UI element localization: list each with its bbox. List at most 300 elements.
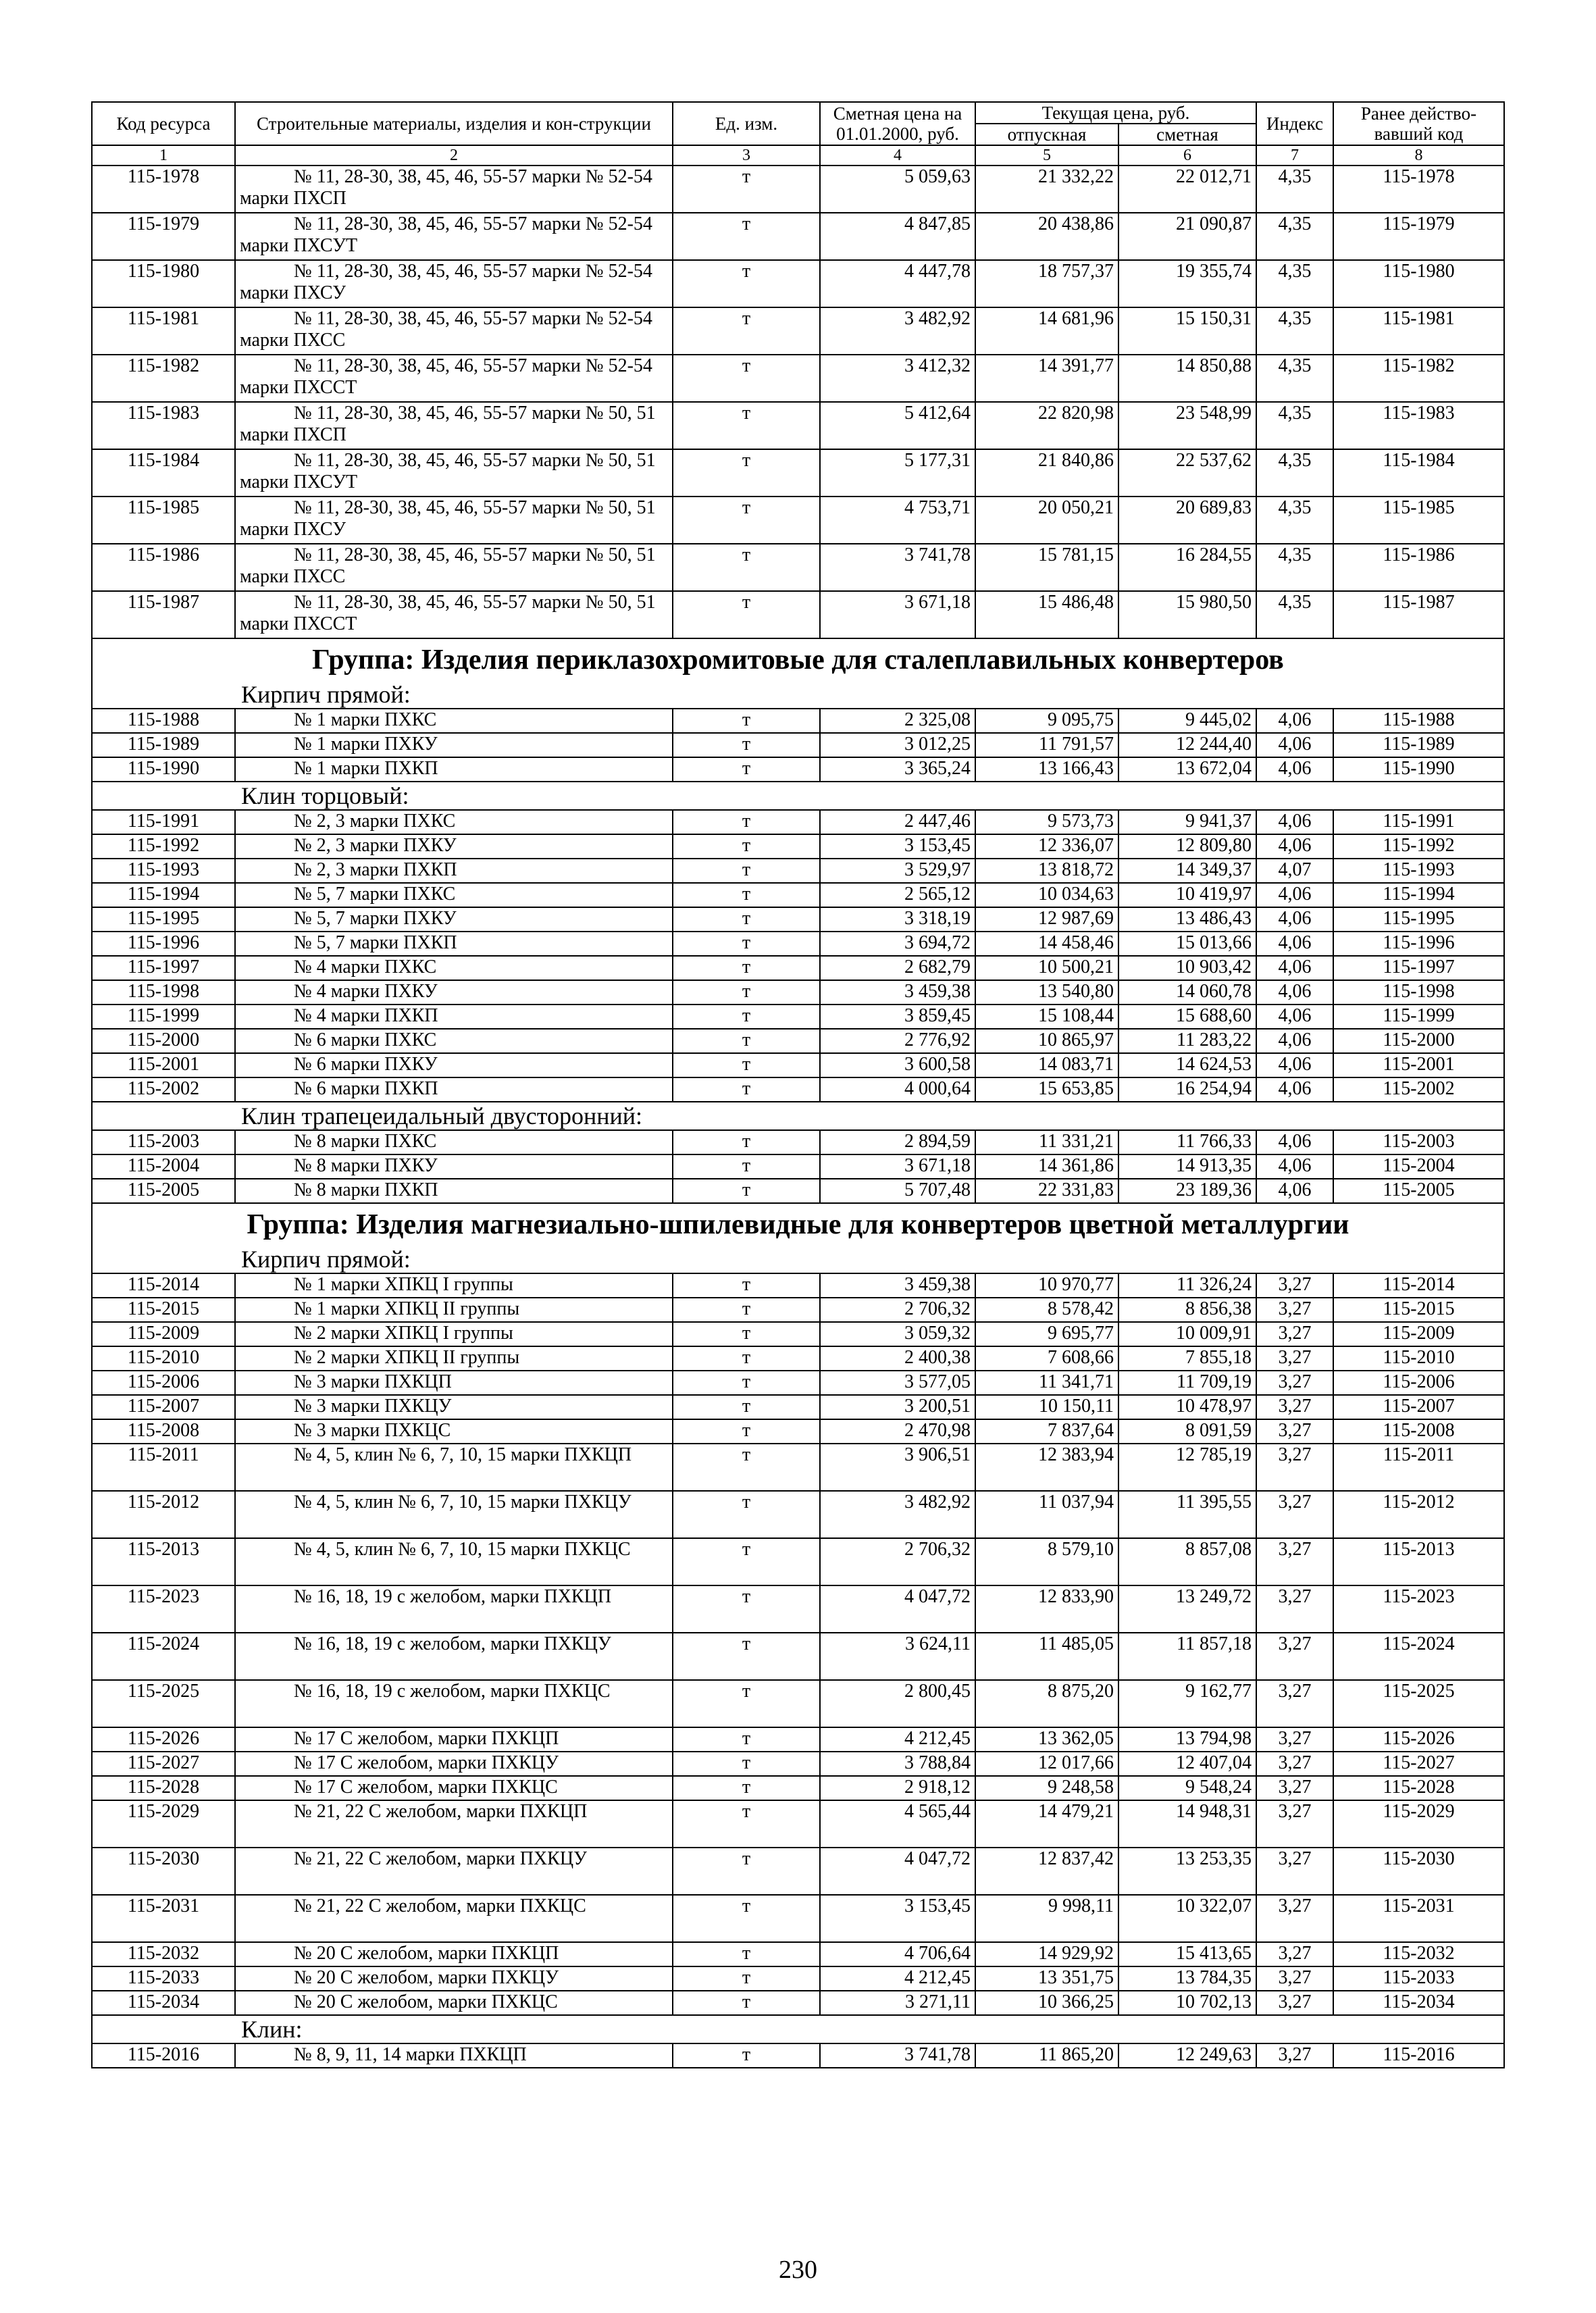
table-row [92,709,1504,733]
table-cell: т [673,166,820,213]
table-cell: 18 757,37 [975,260,1118,307]
table-cell: 4 047,72 [820,1585,975,1633]
table-cell: № 8 марки ПХКП [235,1179,673,1203]
table-cell: 3 788,84 [820,1752,975,1776]
table-cell: т [673,757,820,782]
group-title: Группа: Изделия магнезиально-шпилевидные для конвертеров цветной металлургии [92,1203,1504,1246]
table-cell: 115-1995 [92,907,235,932]
table-cell: 115-2015 [92,1298,235,1322]
table-cell: 4,35 [1256,544,1333,591]
table-cell: 115-2023 [92,1585,235,1633]
column-number: 3 [673,145,820,166]
table-cell: 115-2002 [92,1077,235,1102]
table-cell: т [673,1585,820,1633]
table-cell: 4,07 [1256,859,1333,883]
table-cell: 2 800,45 [820,1680,975,1727]
table-cell: 11 485,05 [975,1633,1118,1680]
table-cell: 115-2030 [1333,1848,1504,1895]
table-row [92,497,1504,544]
table-cell: 3,27 [1256,1776,1333,1800]
table-cell: 115-2025 [1333,1680,1504,1727]
table-cell: 4,35 [1256,260,1333,307]
table-cell: № 11, 28-30, 38, 45, 46, 55-57 марки № 50, 51 марки ПХСП [235,402,673,449]
column-number: 1 [92,145,235,166]
table-row [92,1800,1504,1848]
table-cell: № 2 марки ХПКЦ II группы [235,1346,673,1371]
table-cell: 115-1979 [1333,213,1504,260]
table-cell: № 4 марки ПХКУ [235,980,673,1005]
table-cell: т [673,2043,820,2068]
table-cell: 2 776,92 [820,1029,975,1053]
table-cell: 4,35 [1256,213,1333,260]
table-row [92,449,1504,497]
table-cell: 4,35 [1256,402,1333,449]
table-cell: № 11, 28-30, 38, 45, 46, 55-57 марки № 50, 51 марки ПХСС [235,544,673,591]
table-cell: 115-1980 [1333,260,1504,307]
table-cell: 12 809,80 [1118,834,1256,859]
table-cell: 4,06 [1256,1077,1333,1102]
table-cell: 3,27 [1256,1752,1333,1776]
table-cell: № 4, 5, клин № 6, 7, 10, 15 марки ПХКЦП [235,1444,673,1491]
table-row [92,1346,1504,1371]
table-cell: № 11, 28-30, 38, 45, 46, 55-57 марки № 52-54 марки ПХСП [235,166,673,213]
table-cell: 4 047,72 [820,1848,975,1895]
table-cell: 14 479,21 [975,1800,1118,1848]
table-cell: 8 875,20 [975,1680,1118,1727]
table-cell: 9 998,11 [975,1895,1118,1942]
table-cell: 115-2001 [92,1053,235,1077]
table-cell: № 8 марки ПХКС [235,1130,673,1154]
table-cell: т [673,1538,820,1585]
table-row [92,402,1504,449]
table-cell: т [673,883,820,907]
table-cell: 15 413,65 [1118,1942,1256,1966]
table-cell: 115-1998 [1333,980,1504,1005]
table-cell: 4,06 [1256,883,1333,907]
table-cell: 3,27 [1256,1298,1333,1322]
table-row [92,980,1504,1005]
table-cell: 3 153,45 [820,834,975,859]
table-row [92,907,1504,932]
table-cell: т [673,402,820,449]
table-cell: 3,27 [1256,1322,1333,1346]
table-cell: № 16, 18, 19 с желобом, марки ПХКЦС [235,1680,673,1727]
table-cell: № 5, 7 марки ПХКП [235,932,673,956]
table-cell: т [673,1130,820,1154]
table-cell: 115-1983 [1333,402,1504,449]
table-row [92,591,1504,638]
table-cell: 3,27 [1256,1585,1333,1633]
table-cell: 4,06 [1256,1029,1333,1053]
table-row [92,1154,1504,1179]
table-cell: 3 694,72 [820,932,975,956]
table-row [92,1273,1504,1298]
table-cell: № 20 С желобом, марки ПХКЦП [235,1942,673,1966]
table-cell: 22 820,98 [975,402,1118,449]
table-cell: 115-2002 [1333,1077,1504,1102]
table-cell: № 2, 3 марки ПХКС [235,810,673,834]
table-cell: № 4 марки ПХКП [235,1005,673,1029]
table-cell: 115-2010 [1333,1346,1504,1371]
table-cell: 115-2030 [92,1848,235,1895]
subgroup-row [92,2015,1504,2043]
table-cell: 115-2007 [1333,1395,1504,1419]
group-title: Группа: Изделия периклазохромитовые для сталеплавильных конвертеров [92,638,1504,681]
table-cell: 115-1991 [92,810,235,834]
table-cell: 20 438,86 [975,213,1118,260]
table-cell: 115-2007 [92,1395,235,1419]
header-est-price: Сметная цена на 01.01.2000, руб. [820,102,975,145]
table-cell: 15 013,66 [1118,932,1256,956]
table-cell: 115-1989 [92,733,235,757]
table-cell: 115-2005 [92,1179,235,1203]
table-cell: 3 482,92 [820,307,975,355]
table-cell: № 4, 5, клин № 6, 7, 10, 15 марки ПХКЦС [235,1538,673,1585]
table-cell: 4 447,78 [820,260,975,307]
table-cell: 9 695,77 [975,1322,1118,1346]
table-cell: 115-2032 [92,1942,235,1966]
table-cell: 4,06 [1256,1053,1333,1077]
table-cell: № 1 марки ПХКУ [235,733,673,757]
table-cell: 3 318,19 [820,907,975,932]
table-cell: т [673,733,820,757]
table-cell: 23 548,99 [1118,402,1256,449]
table-cell: 10 366,25 [975,1991,1118,2015]
table-cell: 115-1996 [1333,932,1504,956]
table-cell: 115-2023 [1333,1585,1504,1633]
table-cell: 115-2031 [1333,1895,1504,1942]
table-cell: № 1 марки ХПКЦ I группы [235,1273,673,1298]
table-cell: 13 249,72 [1118,1585,1256,1633]
table-cell: т [673,1322,820,1346]
table-cell: 115-1994 [92,883,235,907]
table-cell: 12 785,19 [1118,1444,1256,1491]
table-cell: 3,27 [1256,1727,1333,1752]
table-cell: № 21, 22 С желобом, марки ПХКЦС [235,1895,673,1942]
table-cell: 3,27 [1256,1848,1333,1895]
table-cell: 115-2000 [1333,1029,1504,1053]
table-cell: 115-2011 [92,1444,235,1491]
table-cell: 4,06 [1256,980,1333,1005]
table-cell: 115-1999 [92,1005,235,1029]
table-cell: т [673,1776,820,1800]
table-cell: 22 331,83 [975,1179,1118,1203]
table-cell: 10 865,97 [975,1029,1118,1053]
table-cell: 115-2034 [92,1991,235,2015]
table-cell: 10 970,77 [975,1273,1118,1298]
table-cell: 4,06 [1256,733,1333,757]
table-cell: 12 987,69 [975,907,1118,932]
table-row [92,956,1504,980]
table-cell: 115-2014 [1333,1273,1504,1298]
table-cell: т [673,1298,820,1322]
table-cell: 21 332,22 [975,166,1118,213]
table-cell: 9 248,58 [975,1776,1118,1800]
table-cell: 115-2034 [1333,1991,1504,2015]
table-cell: 115-1982 [92,355,235,402]
table-cell: 11 766,33 [1118,1130,1256,1154]
table-cell: 115-2024 [92,1633,235,1680]
table-cell: 9 573,73 [975,810,1118,834]
table-cell: 10 034,63 [975,883,1118,907]
table-row [92,1077,1504,1102]
header-estimate: сметная [1118,124,1256,145]
table-cell: 4,35 [1256,497,1333,544]
table-cell: 14 083,71 [975,1053,1118,1077]
table-cell: 115-2028 [1333,1776,1504,1800]
table-row [92,1776,1504,1800]
table-cell: 2 400,38 [820,1346,975,1371]
table-cell: № 20 С желобом, марки ПХКЦУ [235,1966,673,1991]
table-cell: 115-1986 [1333,544,1504,591]
table-row [92,757,1504,782]
table-cell: 14 681,96 [975,307,1118,355]
table-cell: 2 894,59 [820,1130,975,1154]
subgroup-row [92,1102,1504,1130]
table-cell: 115-1992 [1333,834,1504,859]
table-cell: 115-2000 [92,1029,235,1053]
table-cell: т [673,1633,820,1680]
table-cell: № 4 марки ПХКС [235,956,673,980]
table-cell: № 20 С желобом, марки ПХКЦС [235,1991,673,2015]
table-cell: 4,06 [1256,757,1333,782]
table-cell: 9 162,77 [1118,1680,1256,1727]
table-row [92,1942,1504,1966]
table-cell: 20 689,83 [1118,497,1256,544]
table-cell: № 21, 22 С желобом, марки ПХКЦП [235,1800,673,1848]
table-cell: 4,35 [1256,591,1333,638]
table-cell: 3 459,38 [820,1273,975,1298]
table-cell: 115-1993 [92,859,235,883]
table-cell: 11 395,55 [1118,1491,1256,1538]
table-cell: 4,06 [1256,810,1333,834]
table-cell: 115-2013 [1333,1538,1504,1585]
column-number: 6 [1118,145,1256,166]
table-cell: № 8, 9, 11, 14 марки ПХКЦП [235,2043,673,2068]
table-cell: 15 108,44 [975,1005,1118,1029]
table-cell: 12 833,90 [975,1585,1118,1633]
column-numbers [92,145,1504,166]
table-cell: т [673,1395,820,1419]
table-cell: 8 579,10 [975,1538,1118,1585]
table-cell: 115-2011 [1333,1444,1504,1491]
table-cell: 3,27 [1256,1273,1333,1298]
table-cell: 12 837,42 [975,1848,1118,1895]
table-cell: 13 540,80 [975,980,1118,1005]
table-cell: 115-2008 [1333,1419,1504,1444]
table-cell: т [673,1154,820,1179]
table-row [92,260,1504,307]
table-cell: 115-1995 [1333,907,1504,932]
table-cell: 10 702,13 [1118,1991,1256,2015]
table-cell: № 11, 28-30, 38, 45, 46, 55-57 марки № 52-54 марки ПХСУТ [235,213,673,260]
table-cell: т [673,260,820,307]
page-number: 230 [779,2256,817,2284]
table-cell: 115-1978 [92,166,235,213]
table-cell: 115-1997 [1333,956,1504,980]
table-cell: 3,27 [1256,1371,1333,1395]
table-cell: 3,27 [1256,1419,1333,1444]
table-cell: 2 918,12 [820,1776,975,1800]
table-cell: 2 325,08 [820,709,975,733]
table-cell: 4 565,44 [820,1800,975,1848]
table-cell: 115-2001 [1333,1053,1504,1077]
table-cell: 115-1997 [92,956,235,980]
table-cell: 9 095,75 [975,709,1118,733]
table-row [92,544,1504,591]
table-cell: № 17 С желобом, марки ПХКЦУ [235,1752,673,1776]
table-cell: 5 177,31 [820,449,975,497]
table-cell: 4,06 [1256,709,1333,733]
table-cell: 3 529,97 [820,859,975,883]
table-cell: № 2 марки ХПКЦ I группы [235,1322,673,1346]
table-cell: 3,27 [1256,1966,1333,1991]
table-cell: т [673,1848,820,1895]
table-cell: 115-2012 [92,1491,235,1538]
table-cell: 4 212,45 [820,1727,975,1752]
table-cell: 3 671,18 [820,591,975,638]
table-row [92,2043,1504,2068]
table-cell: 115-2033 [1333,1966,1504,1991]
table-cell: 115-1983 [92,402,235,449]
table-cell: 3 600,58 [820,1053,975,1077]
table-cell: 115-1982 [1333,355,1504,402]
table-cell: 14 913,35 [1118,1154,1256,1179]
table-cell: 9 445,02 [1118,709,1256,733]
table-row [92,1322,1504,1346]
table-cell: 11 331,21 [975,1130,1118,1154]
table-cell: 12 336,07 [975,834,1118,859]
table-cell: № 3 марки ПХКЦП [235,1371,673,1395]
table-cell: 21 090,87 [1118,213,1256,260]
table-cell: 14 060,78 [1118,980,1256,1005]
table-cell: 2 470,98 [820,1419,975,1444]
table-cell: 115-1989 [1333,733,1504,757]
table-cell: 12 017,66 [975,1752,1118,1776]
table-cell: 3,27 [1256,1991,1333,2015]
table-cell: т [673,1053,820,1077]
column-number: 4 [820,145,975,166]
table-cell: т [673,1077,820,1102]
table-row [92,1991,1504,2015]
table-cell: 3 271,11 [820,1991,975,2015]
column-number: 8 [1333,145,1504,166]
table-cell: 3 906,51 [820,1444,975,1491]
table-cell: 14 361,86 [975,1154,1118,1179]
table-cell: № 1 марки ПХКП [235,757,673,782]
table-cell: 13 784,35 [1118,1966,1256,1991]
table-cell: 13 362,05 [975,1727,1118,1752]
table-cell: т [673,1444,820,1491]
table-cell: 11 857,18 [1118,1633,1256,1680]
table-cell: 15 688,60 [1118,1005,1256,1029]
group-row [92,1203,1504,1246]
table-cell: 8 091,59 [1118,1419,1256,1444]
table-cell: 3 741,78 [820,2043,975,2068]
table-cell: 9 548,24 [1118,1776,1256,1800]
table-cell: 11 283,22 [1118,1029,1256,1053]
table-cell: 115-2026 [92,1727,235,1752]
table-cell: 3 459,38 [820,980,975,1005]
table-cell: № 1 марки ПХКС [235,709,673,733]
table-cell: 4,35 [1256,307,1333,355]
table-cell: т [673,1179,820,1203]
table-row [92,932,1504,956]
table-cell: 115-2029 [92,1800,235,1848]
table-cell: 15 653,85 [975,1077,1118,1102]
table-cell: 115-1992 [92,834,235,859]
table-cell: 115-2006 [92,1371,235,1395]
table-cell: 2 706,32 [820,1298,975,1322]
table-cell: 115-2026 [1333,1727,1504,1752]
table-cell: 4,06 [1256,834,1333,859]
table-cell: 5 059,63 [820,166,975,213]
header-release: отпускная [975,124,1118,145]
table-cell: 115-2003 [92,1130,235,1154]
table-row [92,1633,1504,1680]
table-cell: 4,06 [1256,1130,1333,1154]
table-cell: 115-2013 [92,1538,235,1585]
table-cell: т [673,1966,820,1991]
table-cell: 115-1980 [92,260,235,307]
table-cell: 115-1981 [1333,307,1504,355]
table-cell: 11 709,19 [1118,1371,1256,1395]
table-cell: 115-1986 [92,544,235,591]
table-cell: 115-2005 [1333,1179,1504,1203]
table-cell: т [673,1419,820,1444]
table-cell: т [673,1371,820,1395]
subgroup-row [92,782,1504,810]
table-row [92,883,1504,907]
table-cell: 115-2016 [92,2043,235,2068]
table-cell: 14 458,46 [975,932,1118,956]
table-cell: т [673,1991,820,2015]
table-cell: 14 850,88 [1118,355,1256,402]
table-cell: 23 189,36 [1118,1179,1256,1203]
header-index: Индекс [1256,102,1333,145]
table-cell: т [673,834,820,859]
table-cell: 3,27 [1256,1942,1333,1966]
table-cell: 115-1978 [1333,166,1504,213]
table-row [92,1966,1504,1991]
table-cell: 115-2014 [92,1273,235,1298]
table-cell: т [673,1346,820,1371]
table-cell: 14 948,31 [1118,1800,1256,1848]
table-cell: 5 412,64 [820,402,975,449]
table-cell: т [673,980,820,1005]
table-row [92,1585,1504,1633]
table-cell: 21 840,86 [975,449,1118,497]
table-row [92,859,1504,883]
table-cell: 4 706,64 [820,1942,975,1966]
header-current-price: Текущая цена, руб. [975,102,1256,124]
table-cell: т [673,1273,820,1298]
subgroup-title: Кирпич прямой: [92,1246,1504,1273]
table-cell: т [673,1895,820,1942]
table-cell: 4,06 [1256,1179,1333,1203]
table-cell: т [673,956,820,980]
table-cell: 3,27 [1256,1680,1333,1727]
table-cell: 7 837,64 [975,1419,1118,1444]
table-cell: 11 865,20 [975,2043,1118,2068]
table-row [92,1179,1504,1203]
table-cell: 7 855,18 [1118,1346,1256,1371]
table-cell: 115-1990 [92,757,235,782]
subgroup-title: Клин торцовый: [92,782,1504,810]
table-cell: 10 478,97 [1118,1395,1256,1419]
table-cell: 12 407,04 [1118,1752,1256,1776]
table-cell: 4,35 [1256,449,1333,497]
